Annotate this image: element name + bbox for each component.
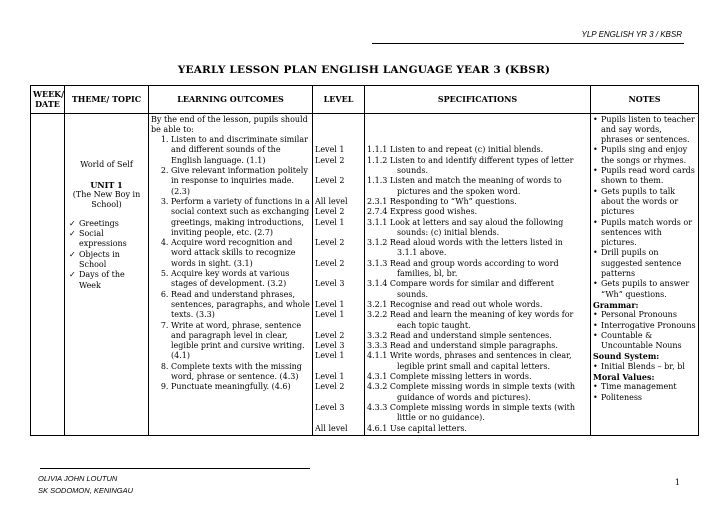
outcomes-cell [149, 113, 313, 435]
col-week: WEEK/ DATE [31, 86, 65, 114]
note-item: • Pupils read word cards shown to them. [593, 166, 696, 187]
running-header: YLP ENGLISH YR 3 / KBSR [581, 30, 682, 39]
specs-cell [365, 113, 591, 435]
spec-line: guidance of words and pictures). [397, 392, 531, 402]
spec-line: 4.6.1 Use capital letters. [367, 423, 467, 433]
spec-line: 2.7.4 Express good wishes. [367, 207, 478, 217]
sound-list [593, 362, 696, 372]
level-line [315, 362, 362, 372]
spec-line: pictures and the spoken word. [397, 186, 521, 196]
level-line: Level 1 [315, 372, 345, 382]
level-line: All level [315, 196, 348, 206]
note-item: • Gets pupils to talk about the words or pictures [593, 187, 696, 218]
spec-line: legible print small and capital letters. [397, 361, 550, 371]
outcome-item: 7. Write at word, phrase, sentence and paragraph level in clear, legible print and cursive writing. (4.1) [171, 321, 310, 362]
grammar-item: • Countable & Uncountable Nouns [593, 331, 696, 352]
level-line [315, 393, 362, 403]
level-cell [313, 113, 365, 435]
level-line [315, 135, 362, 145]
checkmark-icon: ✓ [69, 218, 76, 228]
week-cell [31, 113, 65, 435]
level-line: Level 2 [315, 155, 345, 165]
checkmark-icon: ✓ [69, 249, 76, 259]
spec-line: 3.3.3 Read and understand simple paragraphs. [367, 341, 558, 351]
level-line: Level 2 [315, 258, 345, 268]
col-notes: NOTES [591, 86, 699, 114]
col-theme: THEME/ TOPIC [65, 86, 149, 114]
outcome-item: 1. Listen to and discriminate similar and different sounds of the English language. (1.1) [171, 135, 310, 166]
level-line: Level 3 [315, 279, 345, 289]
spec-line: sounds: (c) initial blends. [397, 227, 500, 237]
level-line: Level 3 [315, 341, 345, 351]
topic-item: ✓ Greetings [69, 218, 119, 228]
level-line: Level 1 [315, 310, 345, 320]
topic-item: ✓ Objects in School [69, 249, 120, 269]
theme-cell [65, 113, 149, 435]
document-title: YEARLY LESSON PLAN ENGLISH LANGUAGE YEAR 3 (KBSR) [177, 64, 551, 76]
outcome-item: 8. Complete texts with the missing word, phrase or sentence. (4.3) [171, 362, 310, 383]
spec-line: 3.3.2 Read and understand simple sentences. [367, 330, 552, 340]
topic-item: ✓ Social expressions [69, 229, 127, 249]
level-line: Level 2 [315, 382, 345, 392]
outcome-item: 4. Acquire word recognition and word attack skills to recognize words in sight. (3.1) [171, 238, 310, 269]
grammar-heading: Grammar: [593, 299, 639, 310]
spec-line: 4.1.1 Write words, phrases and sentences in clear, [367, 351, 572, 361]
level-line: Level 2 [315, 176, 345, 186]
page-number: 1 [674, 478, 680, 487]
spec-line: 1.1.3 Listen and match the meaning of words to [367, 176, 562, 186]
col-outcomes: LEARNING OUTCOMES [149, 86, 313, 114]
theme-name: World of Self [80, 159, 133, 169]
outcomes-list [151, 135, 310, 392]
topic-item: ✓ Days of the Week [69, 270, 125, 290]
spec-line [367, 135, 588, 145]
moral-item: • Politeness [593, 393, 696, 403]
level-line [315, 290, 362, 300]
spec-line: 3.2.1 Recognise and read out whole words. [367, 299, 543, 309]
level-line: Level 1 [315, 351, 345, 361]
level-line [315, 269, 362, 279]
level-line: Level 1 [315, 145, 345, 155]
grammar-list [593, 310, 696, 351]
note-item: • Gets pupils to answer “Wh” questions. [593, 279, 696, 300]
note-item: • Drill pupils on suggested sentence patterns [593, 248, 696, 279]
spec-line: 3.1.3 Read and group words according to word [367, 258, 559, 268]
level-line [315, 115, 362, 125]
spec-line: 3.1.4 Compare words for similar and different [367, 279, 554, 289]
outcome-item: 9. Punctuate meaningfully. (4.6) [171, 382, 310, 392]
note-item: • Pupils match words or sentences with pictures. [593, 218, 696, 249]
footer-school: SK SODOMON, KENINGAU [38, 486, 134, 495]
moral-item: • Time management [593, 382, 696, 392]
spec-line: 3.1.2 Read aloud words with the letters listed in [367, 238, 563, 248]
footer [38, 473, 133, 497]
level-line: Level 2 [315, 238, 345, 248]
level-line [315, 166, 362, 176]
notes-list [593, 115, 696, 300]
grammar-item: • Interrogative Pronouns [593, 321, 696, 331]
level-line: Level 1 [315, 217, 345, 227]
level-line: Level 2 [315, 330, 345, 340]
spec-line: 4.3.2 Complete missing words in simple texts (with [367, 382, 575, 392]
level-line [315, 125, 362, 135]
level-line [315, 413, 362, 423]
level-line: Level 2 [315, 207, 345, 217]
note-item: • Pupils listen to teacher and say words, phrases or sentences. [593, 115, 696, 146]
table-header-row [31, 86, 699, 114]
level-line [315, 228, 362, 238]
spec-line: little or no guidance). [397, 413, 485, 423]
spec-line: 1.1.1 Listen to and repeat (c) initial blends. [367, 145, 544, 155]
outcomes-intro: By the end of the lesson, pupils should be able to: [151, 114, 308, 134]
footer-rule [40, 468, 310, 469]
level-line: All level [315, 423, 348, 433]
spec-line [367, 125, 588, 135]
checkmark-icon: ✓ [69, 229, 76, 239]
spec-line: 1.1.2 Listen to and identify different types of letter [367, 155, 574, 165]
spec-line: 2.3.1 Responding to “Wh” questions. [367, 196, 517, 206]
outcome-item: 6. Read and understand phrases, sentences, paragraphs, and whole texts. (3.3) [171, 290, 310, 321]
spec-line: 3.2.2 Read and learn the meaning of key words for [367, 310, 574, 320]
topic-list [67, 219, 146, 291]
table-row [31, 113, 699, 435]
level-line: Level 1 [315, 299, 345, 309]
sound-item: • Initial Blends – br, bl [593, 362, 696, 372]
level-line: Level 3 [315, 402, 345, 412]
spec-line: families, bl, br. [397, 269, 458, 279]
col-level: LEVEL [313, 86, 365, 114]
spec-line: sounds. [397, 166, 428, 176]
level-line [315, 187, 362, 197]
header-rule [372, 43, 684, 44]
spec-line: 4.3.3 Complete missing words in simple texts (with [367, 402, 575, 412]
lesson-plan-table [30, 85, 699, 436]
unit-title: (The New Boy in School) [72, 190, 141, 210]
outcome-item: 5. Acquire key words at various stages of development. (3.2) [171, 269, 310, 290]
checkmark-icon: ✓ [69, 270, 76, 280]
footer-author: OLIVIA JOHN LOUTUN [38, 474, 118, 483]
spec-line [367, 115, 588, 125]
level-line [315, 321, 362, 331]
moral-values-heading: Moral Values: [593, 372, 655, 383]
level-line [315, 248, 362, 258]
outcome-item: 2. Give relevant information politely in response to inquiries made. (2.3) [171, 166, 310, 197]
grammar-item: • Personal Pronouns [593, 310, 696, 320]
spec-line: 3.1.1 Look at letters and say aloud the following [367, 217, 564, 227]
spec-line: 4.3.1 Complete missing letters in words. [367, 372, 532, 382]
col-specs: SPECIFICATIONS [365, 86, 591, 114]
unit-label: UNIT 1 [90, 179, 123, 190]
spec-line: 3.1.1 above. [397, 248, 447, 258]
spec-line: each topic taught. [397, 320, 471, 330]
notes-cell [591, 113, 699, 435]
sound-system-heading: Sound System: [593, 351, 660, 362]
moral-list [593, 382, 696, 403]
spec-line: sounds. [397, 289, 428, 299]
outcome-item: 3. Perform a variety of functions in a social context such as exchanging greetings, making introductions, inviting people, etc. (2.7) [171, 197, 310, 238]
note-item: • Pupils sing and enjoy the songs or rhymes. [593, 145, 696, 166]
